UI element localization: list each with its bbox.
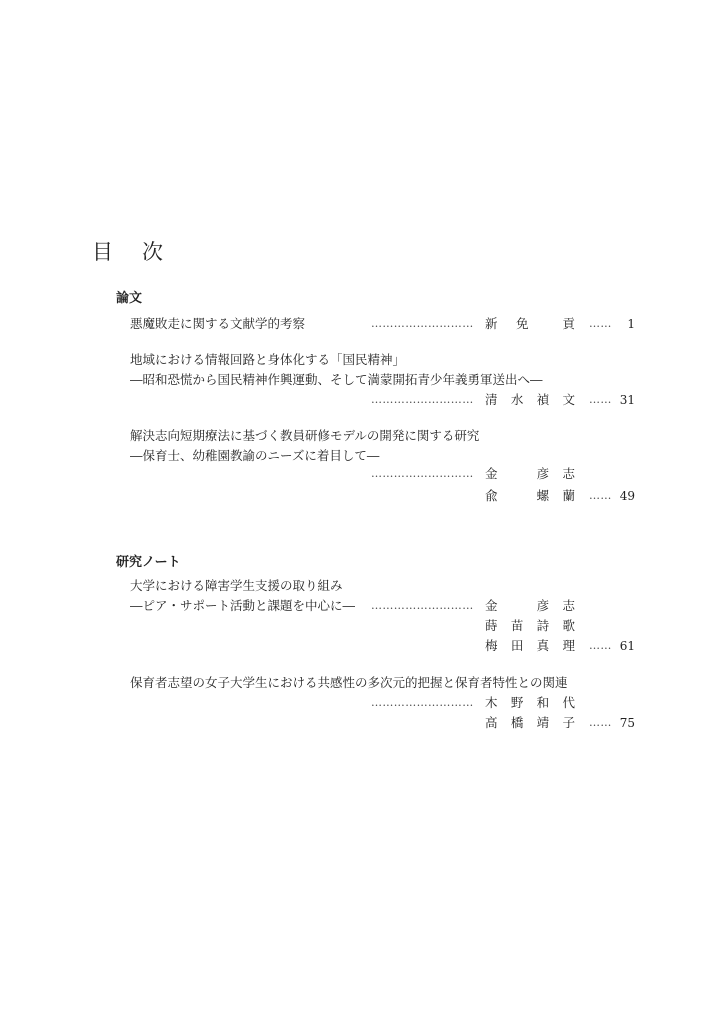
entry-title: 悪魔敗走に関する文献学的考察: [130, 316, 306, 331]
entry-title: 地域における情報回路と身体化する「国民精神」: [130, 352, 406, 367]
author-name: 兪 螺蘭: [485, 488, 575, 503]
author-name: 木野和代: [485, 695, 575, 710]
dot-leader: ………………………: [371, 467, 474, 480]
entry-subtitle: ―ピア・サポート活動と課題を中心に―: [130, 598, 356, 613]
page-leader: ……: [589, 317, 612, 330]
page-leader: ……: [589, 639, 612, 652]
entry-subtitle: ―保育士、幼稚園教諭のニーズに着目して―: [130, 448, 380, 463]
dot-leader: ………………………: [371, 696, 474, 709]
author-name: 金 彦志: [485, 466, 575, 481]
page-number: 1: [627, 317, 635, 331]
page-leader: ……: [589, 489, 612, 502]
dot-leader: ………………………: [371, 599, 474, 612]
author-name: 金 彦志: [485, 598, 575, 613]
page-title: 目 次: [92, 240, 167, 264]
author-name: 新 免 貢: [485, 316, 575, 331]
author-name: 清水禎文: [485, 392, 575, 407]
dot-leader: ………………………: [371, 393, 474, 406]
dot-leader: ………………………: [371, 317, 474, 330]
entry-title: 解決志向短期療法に基づく教員研修モデルの開発に関する研究: [130, 428, 480, 443]
page-number: 31: [619, 393, 635, 407]
section-heading-ronbun: 論文: [116, 291, 143, 306]
author-name: 梅田真理: [485, 638, 575, 653]
author-name: 高橋靖子: [485, 715, 575, 730]
page-leader: ……: [589, 716, 612, 729]
entry-title: 保育者志望の女子大学生における共感性の多次元的把握と保育者特性との関連: [130, 675, 568, 690]
entry-title: 大学における障害学生支援の取り組み: [130, 578, 343, 593]
page-number: 49: [619, 489, 635, 503]
page-number: 75: [619, 716, 635, 730]
entry-subtitle: ―昭和恐慌から国民精神作興運動、そして満蒙開拓青少年義勇軍送出へ―: [130, 372, 543, 387]
section-heading-research-note: 研究ノート: [116, 555, 181, 570]
page-leader: ……: [589, 393, 612, 406]
author-name: 蒔苗詩歌: [485, 618, 575, 633]
page-number: 61: [619, 639, 635, 653]
